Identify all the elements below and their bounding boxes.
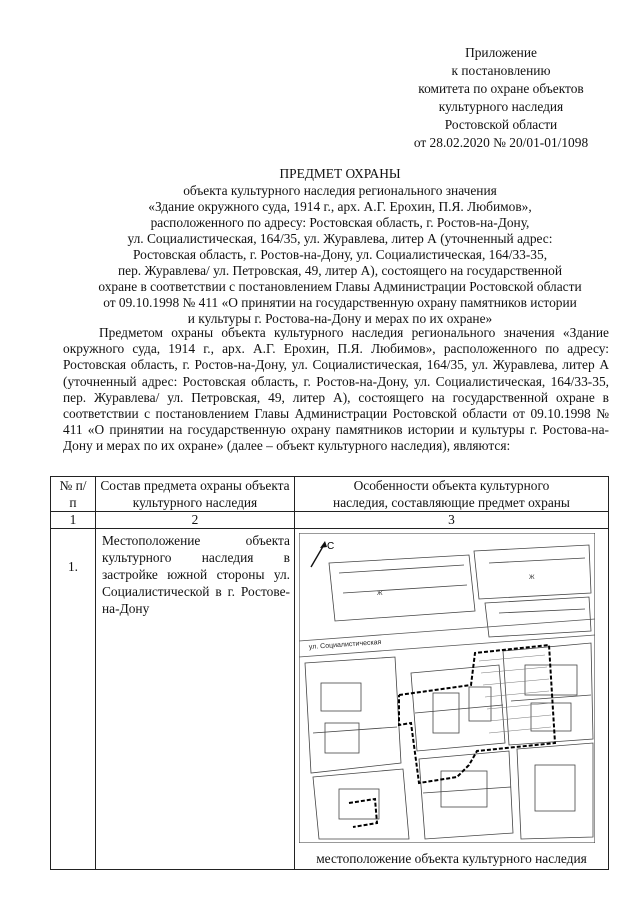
title-line: ул. Социалистическая, 164/35, ул. Журавлева, литер А (уточненный адрес: <box>127 231 553 246</box>
table-header-row <box>51 477 609 512</box>
header-number: № п/п <box>51 477 96 512</box>
col-number-2: 2 <box>96 512 295 529</box>
appendix-line: комитета по охране объектов <box>418 81 584 96</box>
appendix-line: Ростовской области <box>444 117 558 132</box>
north-label: С <box>327 541 335 552</box>
header-composition: Состав предмета охраны объекта культурного наследия <box>96 477 295 512</box>
title-line: расположенного по адресу: Ростовская область, г. Ростов-на-Дону, <box>150 215 530 230</box>
appendix-line: культурного наследия <box>438 99 564 114</box>
svg-text:Ж: Ж <box>529 575 535 581</box>
street-label: ул. Социалистическая <box>308 638 382 651</box>
map-cell <box>295 529 609 870</box>
col-number-1: 1 <box>51 512 96 529</box>
col-number-3: 3 <box>295 512 609 529</box>
appendix-line: от 28.02.2020 № 20/01-01/1098 <box>413 135 589 150</box>
title-line: объекта культурного наследия регионального значения <box>183 183 497 198</box>
title-line: «Здание окружного суда, 1914 г., арх. А.Г. Ерохин, П.Я. Любимов», <box>148 199 532 214</box>
header-features: Особенности объекта культурного наследия, составляющие предмет охраны <box>295 477 609 512</box>
title-line: от 09.10.1998 № 411 «О принятии на государственную охрану памятников истории <box>103 295 577 310</box>
title-line: и культуры г. Ростова-на-Дону и мерах по их охране» <box>187 311 493 326</box>
title-line: охране в соответствии с постановлением Главы Администрации Ростовской области <box>98 279 582 294</box>
body-paragraph: Предметом охраны объекта культурного наследия регионального значения «Здание окружного суда, 1914 г., арх. А.Г. Ерохин, П.Я. Любимов», расположенного по адресу: Ростовская область, г. Ростов-на-Дону, ул. Социалистическая, 164/35, ул. Журавлева, литер А (уточненный адрес: Ростовская область, г. Ростов-на-Дону, ул. Социалистическая, 164/33-35, пер. Журавлева/ ул. Петровская, 49, литер А), состоящего на государственной охране в соответствии с постановлением Главы Администрации Ростовской области от 09.10.1998 № 411 «О принятии на государственную охрану памятников истории и культуры г. Ростова-на-Дону и мерах по их охране» (далее – объект культурного наследия), являются: <box>63 325 609 454</box>
title-line: пер. Журавлева/ ул. Петровская, 49, литер А), состоящего на государственной <box>117 263 563 278</box>
row-description: Местоположение объекта культурного наследия в застройке южной стороны ул. Социалистической в г. Ростове-на-Дону <box>96 529 295 870</box>
appendix-block <box>396 44 606 152</box>
title-heading: ПРЕДМЕТ ОХРАНЫ <box>279 166 401 181</box>
protection-table <box>50 476 609 870</box>
svg-text:Ж: Ж <box>377 591 383 597</box>
appendix-line: к постановлению <box>451 63 551 78</box>
table-number-row <box>51 512 609 529</box>
row-number: 1. <box>51 529 96 870</box>
location-map <box>299 533 595 843</box>
document-title <box>60 166 620 327</box>
table-row <box>51 529 609 870</box>
title-line: Ростовская область, г. Ростов-на-Дону, ул. Социалистическая, 164/33-35, <box>132 247 548 262</box>
map-caption: местоположение объекта культурного наследия <box>316 851 587 866</box>
appendix-line: Приложение <box>465 45 537 60</box>
